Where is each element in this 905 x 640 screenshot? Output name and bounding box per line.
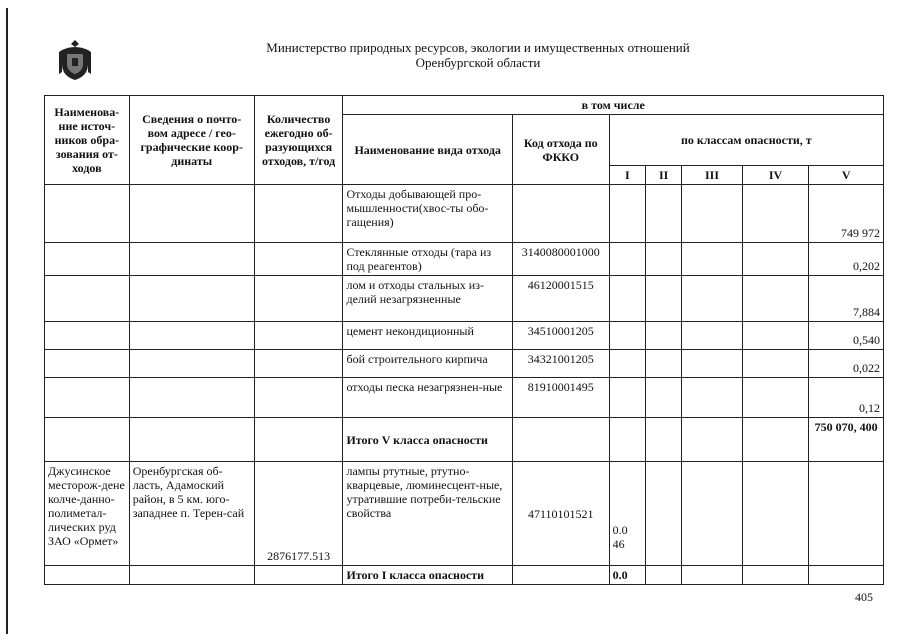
header-waste-type: Наименование вида отхода	[343, 115, 512, 185]
ministry-title: Министерство природных ресурсов, экологии и имущественных отношений	[266, 40, 690, 55]
address-cell: Оренбургская об-ласть, Адамоский район, в 5 км. юго-западнее п. Терен-сай	[129, 462, 254, 566]
fkko-code-cell: 34321001205	[512, 350, 609, 378]
fkko-code-cell: 46120001515	[512, 276, 609, 322]
table-row	[45, 350, 884, 378]
total-i-label: Итого I класса опасности	[343, 566, 512, 585]
header-class-i: I	[609, 166, 645, 185]
total-v-value: 750 070, 400	[809, 418, 884, 462]
waste-name-cell: лом и отходы стальных из-делий незагрязненные	[343, 276, 512, 322]
class-i-value: 0.0 46	[609, 462, 645, 566]
fkko-code-cell: 3140080001000	[512, 243, 609, 276]
header-class-iii: III	[682, 166, 743, 185]
waste-name-cell: отходы песка незагрязнен-ные	[343, 378, 512, 418]
header-address: Сведения о почто-вом адресе / гео-графические коор-динаты	[129, 96, 254, 185]
waste-table	[44, 95, 884, 585]
fkko-code-cell: 34510001205	[512, 322, 609, 350]
source-cell: Джусинское месторож-дене колче-данно-полиметал-лических руд ЗАО «Ормет»	[45, 462, 130, 566]
fkko-code-cell: 47110101521	[512, 462, 609, 566]
region-name: Оренбургской области	[415, 55, 541, 70]
header-source: Наименова-ние источ-ников обра-зования от-ходов	[45, 96, 130, 185]
fkko-code-cell	[512, 185, 609, 243]
total-row-class-i	[45, 566, 884, 585]
page-number: 405	[855, 590, 873, 604]
table-row	[45, 185, 884, 243]
table-row	[45, 243, 884, 276]
total-row-class-v	[45, 418, 884, 462]
ministry-header	[150, 40, 806, 70]
waste-name-cell: Стеклянные отходы (тара из под реагентов)	[343, 243, 512, 276]
quantity-cell: 2876177.513	[254, 462, 343, 566]
class-v-value: 0,12	[809, 378, 884, 418]
fkko-code-cell: 81910001495	[512, 378, 609, 418]
table-row	[45, 378, 884, 418]
header-class-ii: II	[645, 166, 681, 185]
class-v-value: 0,022	[809, 350, 884, 378]
header-class-v: V	[809, 166, 884, 185]
header-quantity: Количество ежегодно об-разующихся отходов, т/год	[254, 96, 343, 185]
coat-of-arms-emblem	[58, 38, 92, 82]
class-v-value: 749 972	[809, 185, 884, 243]
table-row	[45, 276, 884, 322]
header-class-iv: IV	[742, 166, 809, 185]
class-v-value: 0,202	[809, 243, 884, 276]
class-v-value: 7,884	[809, 276, 884, 322]
waste-name-cell: цемент некондиционный	[343, 322, 512, 350]
header-fkko-code: Код отхода по ФККО	[512, 115, 609, 185]
waste-name-cell: лампы ртутные, ртутно-кварцевые, люминесцент-ные, утратившие потреби-тельские свойства	[343, 462, 512, 566]
header-by-class: по классам опасности, т	[609, 115, 883, 166]
table-row	[45, 322, 884, 350]
class-v-value: 0,540	[809, 322, 884, 350]
waste-name-cell: бой строительного кирпича	[343, 350, 512, 378]
scan-edge-line	[6, 8, 8, 634]
header-including: в том числе	[343, 96, 884, 115]
table-row	[45, 462, 884, 566]
total-i-value: 0.0	[609, 566, 645, 585]
waste-name-cell: Отходы добывающей про-мышленности(хвос-ты обо-гащения)	[343, 185, 512, 243]
total-v-label: Итого V класса опасности	[343, 418, 512, 462]
